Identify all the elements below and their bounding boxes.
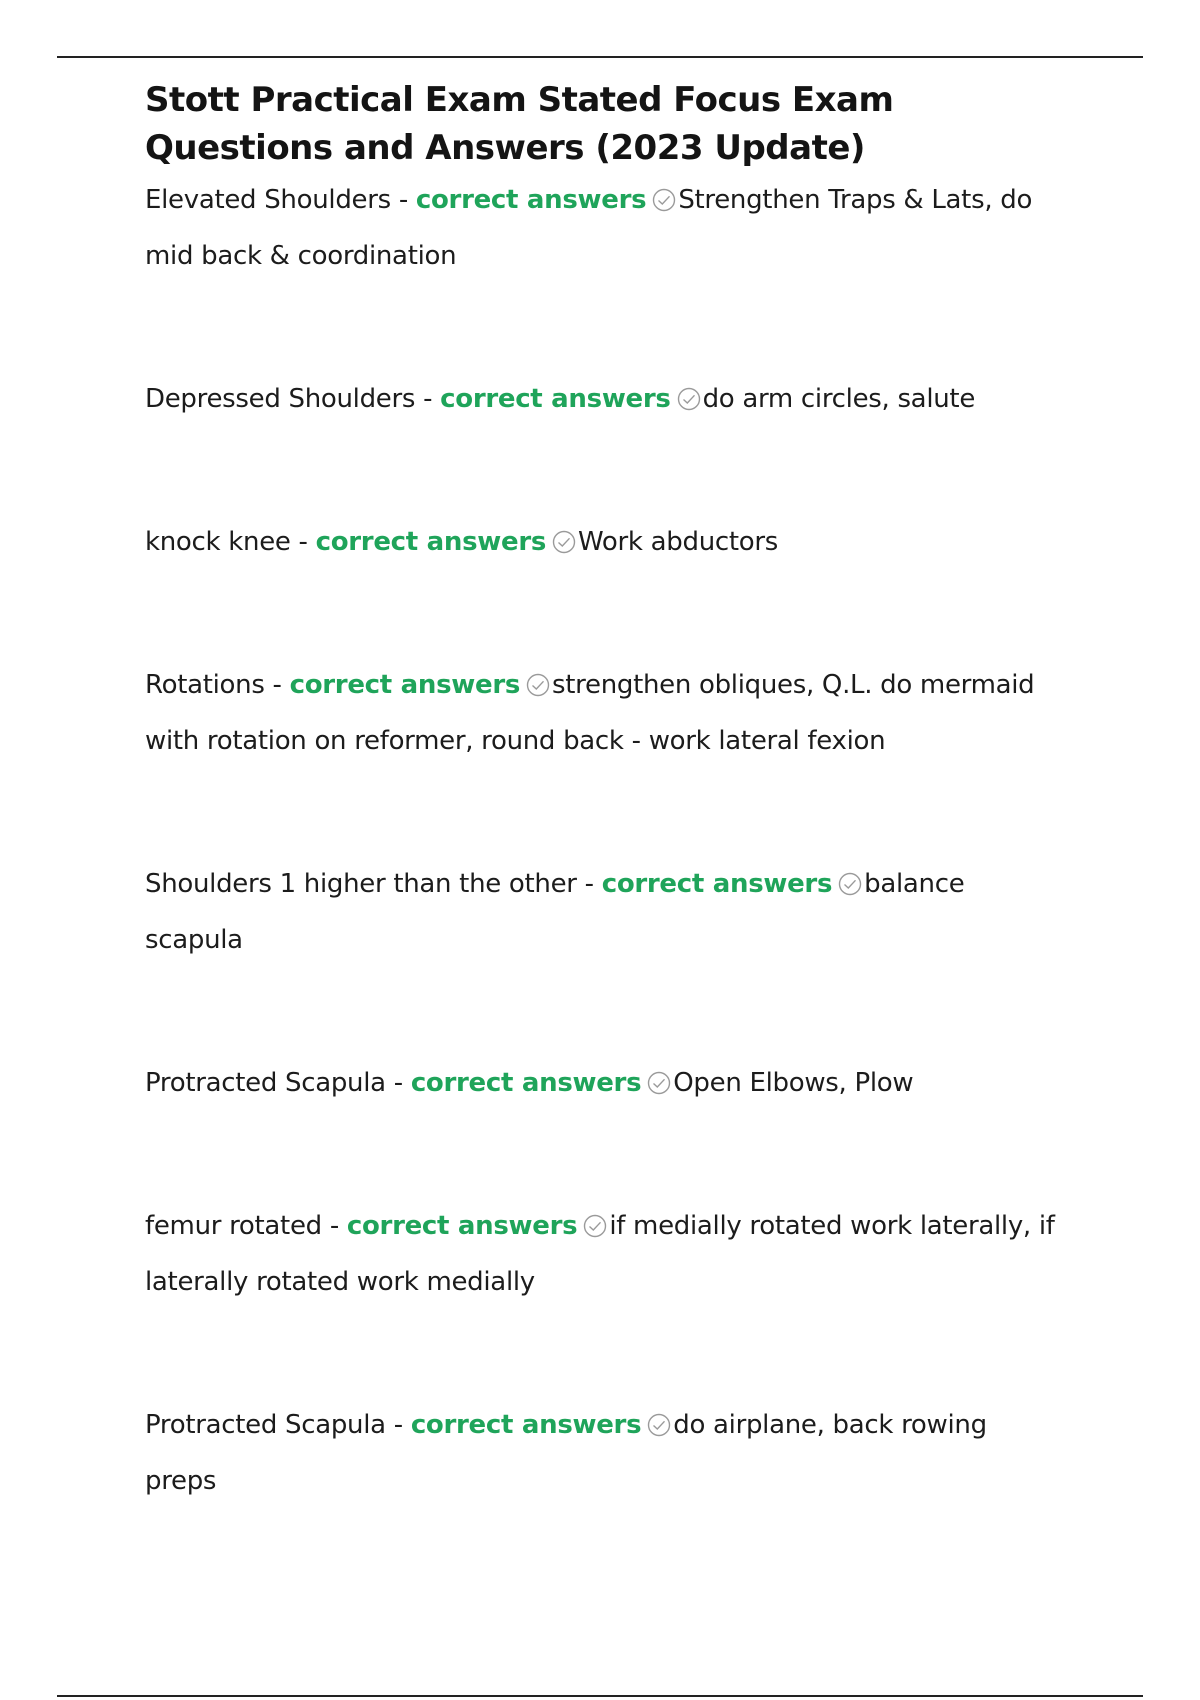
question-text: Protracted Scapula <box>145 1410 386 1440</box>
question-text: Rotations <box>145 670 265 700</box>
correct-answers-label: correct answers <box>315 527 547 557</box>
top-rule <box>57 56 1143 58</box>
separator: - <box>576 869 602 899</box>
separator: - <box>385 1410 411 1440</box>
correct-answers-label: correct answers <box>601 869 833 899</box>
answer-text: balance scapula <box>145 869 965 955</box>
document-body <box>145 76 1065 1509</box>
bottom-rule <box>57 1695 1143 1697</box>
correct-answers-label: correct answers <box>289 670 521 700</box>
separator: - <box>321 1211 347 1241</box>
question-text: Shoulders 1 higher than the other <box>145 869 577 899</box>
question-text: Protracted Scapula <box>145 1068 386 1098</box>
answer-text: Work abductors <box>578 527 779 557</box>
check-circle-icon <box>583 1214 607 1238</box>
check-circle-icon <box>677 387 701 411</box>
separator: - <box>290 527 316 557</box>
qa-item <box>145 1198 1065 1310</box>
answer-text: do airplane, back rowing preps <box>145 1410 987 1496</box>
separator: - <box>264 670 290 700</box>
check-circle-icon <box>552 530 576 554</box>
correct-answers-label: correct answers <box>410 1068 642 1098</box>
correct-answers-label: correct answers <box>346 1211 578 1241</box>
separator: - <box>415 384 441 414</box>
check-circle-icon <box>647 1071 671 1095</box>
qa-item <box>145 1397 1065 1509</box>
question-text: knock knee <box>145 527 291 557</box>
check-circle-icon <box>647 1413 671 1437</box>
answer-text: do arm circles, salute <box>702 384 976 414</box>
question-text: Depressed Shoulders <box>145 384 416 414</box>
separator: - <box>390 185 416 215</box>
correct-answers-label: correct answers <box>440 384 671 414</box>
qa-item <box>145 514 1065 570</box>
answer-text: Strengthen Traps & Lats, do mid back & coordination <box>145 185 1033 271</box>
qa-item <box>145 172 1065 284</box>
qa-item <box>145 856 1065 968</box>
check-circle-icon <box>652 188 676 212</box>
answer-text: if medially rotated work laterally, if laterally rotated work medially <box>145 1211 1055 1297</box>
check-circle-icon <box>526 673 550 697</box>
document-title: Stott Practical Exam Stated Focus Exam Questions and Answers (2023 Update) <box>145 80 894 168</box>
correct-answers-label: correct answers <box>415 185 647 215</box>
qa-item <box>145 657 1065 769</box>
correct-answers-label: correct answers <box>410 1410 642 1440</box>
separator: - <box>385 1068 411 1098</box>
question-text: Elevated Shoulders <box>145 185 391 215</box>
question-text: femur rotated <box>145 1211 322 1241</box>
answer-text: Open Elbows, Plow <box>673 1068 914 1098</box>
qa-item <box>145 1055 1065 1111</box>
answer-text: strengthen obliques, Q.L. do mermaid with rotation on reformer, round back - work lateral fexion <box>145 670 1035 756</box>
qa-item <box>145 371 1065 427</box>
check-circle-icon <box>838 872 862 896</box>
